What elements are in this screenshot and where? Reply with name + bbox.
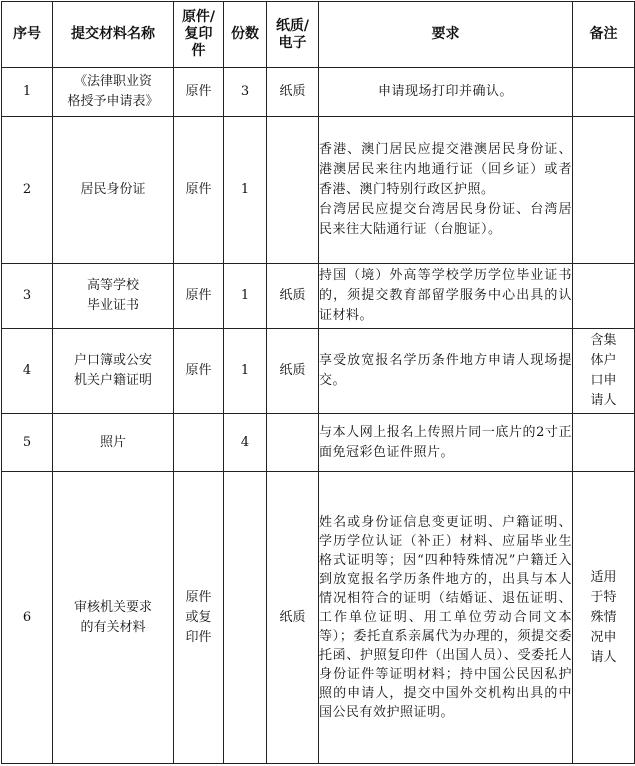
cell-copies: 3	[224, 68, 267, 117]
cell-type: 原件	[174, 68, 224, 117]
cell-req: 持国（境）外高等学校学历学位毕业证书的，须提交教育部留学服务中心出具的认证材料。	[319, 264, 573, 329]
materials-table	[1, 1, 635, 764]
cell-no: 3	[2, 264, 53, 329]
cell-note: 适用 于特 殊情 况申 请人	[573, 472, 635, 764]
cell-form: 纸质	[267, 472, 319, 764]
cell-no: 4	[2, 329, 53, 414]
cell-no: 5	[2, 414, 53, 472]
cell-copies: 1	[224, 264, 267, 329]
cell-type: 原件	[174, 329, 224, 414]
header-note: 备注	[573, 2, 635, 68]
cell-type: 原件	[174, 264, 224, 329]
header-type: 原件/ 复印 件	[174, 2, 224, 68]
header-name: 提交材料名称	[53, 2, 174, 68]
cell-form: 纸质	[267, 68, 319, 117]
cell-note	[573, 264, 635, 329]
cell-form	[267, 414, 319, 472]
cell-note	[573, 414, 635, 472]
cell-name: 居民身份证	[53, 117, 174, 264]
cell-req: 享受放宽报名学历条件地方申请人现场提交。	[319, 329, 573, 414]
header-no: 序号	[2, 2, 53, 68]
cell-copies: 1	[224, 329, 267, 414]
cell-name: 户口簿或公安 机关户籍证明	[53, 329, 174, 414]
table-row	[2, 329, 635, 414]
table-row	[2, 414, 635, 472]
cell-req	[319, 117, 573, 264]
header-req: 要求	[319, 2, 573, 68]
cell-copies: 1	[224, 117, 267, 264]
cell-form	[267, 117, 319, 264]
cell-req: 与本人网上报名上传照片同一底片的2寸正面免冠彩色证件照片。	[319, 414, 573, 472]
table-row	[2, 264, 635, 329]
cell-form: 纸质	[267, 329, 319, 414]
cell-form: 纸质	[267, 264, 319, 329]
table-row	[2, 117, 635, 264]
table-header-row	[2, 2, 635, 68]
cell-no: 6	[2, 472, 53, 764]
cell-note: 含集 体户 口申 请人	[573, 329, 635, 414]
header-copies: 份数	[224, 2, 267, 68]
cell-note	[573, 117, 635, 264]
cell-req: 申请现场打印并确认。	[319, 68, 573, 117]
req-paragraph: 香港、澳门居民应提交港澳居民身份证、港澳居民来往内地通行证（回乡证）或者香港、澳门特别行政区护照。	[319, 142, 572, 197]
cell-copies	[224, 472, 267, 764]
cell-type: 原件 或复 印件	[174, 472, 224, 764]
header-form: 纸质/ 电子	[267, 2, 319, 68]
table-row	[2, 472, 635, 764]
cell-copies: 4	[224, 414, 267, 472]
cell-no: 2	[2, 117, 53, 264]
cell-type	[174, 414, 224, 472]
cell-req: 姓名或身份证信息变更证明、户籍证明、学历学位认证（补正）材料、应届毕业生格式证明等；因“四种特殊情况”户籍迁入到放宽报名学历条件地方的，出具与本人情况相符合的证明（结婚证、退伍证明、工作单位证明、用工单位劳动合同文本等）；委托直系亲属代为办理的，须提交委托函、护照复印件（出国人员）、受委托人身份证件等证明材料；持中国公民因私护照的申请人，提交中国外交机构出具的中国公民有效护照证明。	[319, 472, 573, 764]
cell-note	[573, 68, 635, 117]
cell-name: 高等学校 毕业证书	[53, 264, 174, 329]
cell-no: 1	[2, 68, 53, 117]
cell-name: 照片	[53, 414, 174, 472]
cell-name: 审核机关要求 的有关材料	[53, 472, 174, 764]
table-row	[2, 68, 635, 117]
req-paragraph: 台湾居民应提交台湾居民身份证、台湾居民来往大陆通行证（台胞证）。	[319, 202, 572, 237]
cell-name: 《法律职业资 格授予申请表》	[53, 68, 174, 117]
cell-type: 原件	[174, 117, 224, 264]
